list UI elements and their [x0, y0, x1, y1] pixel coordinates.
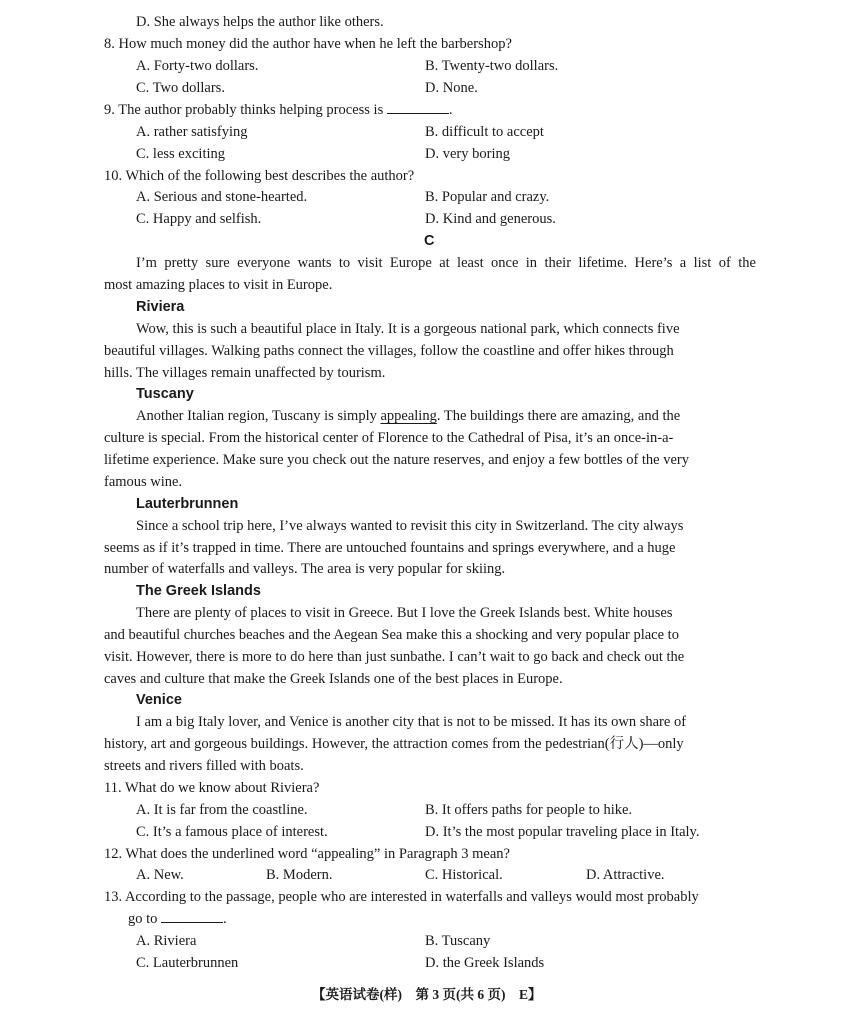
riviera-line-1: Wow, this is such a beautiful place in Italy. It is a gorgeous national park, which connects five	[136, 321, 680, 337]
greek-line-1: There are plenty of places to visit in Greece. But I love the Greek Islands best. White houses	[136, 605, 673, 621]
venice-heading: Venice	[136, 692, 182, 708]
riviera-heading: Riviera	[136, 299, 185, 315]
lauterbrunnen-heading: Lauterbrunnen	[136, 496, 239, 512]
greek-line-3: visit. However, there is more to do here than just sunbathe. I can’t wait to go back and check out the	[104, 649, 685, 665]
q13-option-d: D. the Greek Islands	[425, 955, 545, 971]
q13-stem-line-2	[128, 908, 227, 930]
q10-option-c: C. Happy and selfish.	[136, 211, 262, 227]
q10-option-b: B. Popular and crazy.	[425, 189, 550, 205]
q7-option-d: D. She always helps the author like others.	[136, 14, 384, 30]
answer-blank	[161, 908, 223, 923]
q11-stem: 11. What do we know about Riviera?	[104, 780, 320, 796]
q12-option-d: D. Attractive.	[586, 867, 665, 883]
q13-stem-text: go to	[128, 911, 158, 927]
tuscany-text: Another Italian region, Tuscany is simply	[136, 408, 377, 424]
q9-option-b: B. difficult to accept	[425, 124, 544, 140]
q13-option-a: A. Riviera	[136, 933, 197, 949]
intro-line-1: I’m pretty sure everyone wants to visit Europe at least once in their lifetime. Here’s a list of the	[136, 255, 756, 271]
q8-option-c: C. Two dollars.	[136, 80, 225, 96]
q13-stem-end: .	[223, 911, 227, 927]
lauterbrunnen-line-3: number of waterfalls and valleys. The area is very popular for skiing.	[104, 561, 506, 577]
tuscany-line-3: lifetime experience. Make sure you check out the nature reserves, and enjoy a few bottles of the very	[104, 452, 689, 468]
q10-stem: 10. Which of the following best describes the author?	[104, 168, 415, 184]
tuscany-line-4: famous wine.	[104, 474, 183, 490]
page-footer: 【英语试卷(样) 第 3 页(共 6 页) E】	[312, 987, 542, 1002]
tuscany-line-2: culture is special. From the historical center of Florence to the Cathedral of Pisa, it’s an once-in-a-	[104, 430, 674, 446]
venice-line-2: history, art and gorgeous buildings. However, the attraction comes from the pedestrian(行人)—only	[104, 736, 684, 752]
q8-stem: 8. How much money did the author have when he left the barbershop?	[104, 36, 512, 52]
riviera-line-2: beautiful villages. Walking paths connect the villages, follow the coastline and offer hikes through	[104, 343, 674, 359]
q9-option-d: D. very boring	[425, 146, 510, 162]
q13-stem-line-1: 13. According to the passage, people who are interested in waterfalls and valleys would most probably	[104, 889, 699, 905]
q9-option-c: C. less exciting	[136, 146, 226, 162]
q12-option-b: B. Modern.	[266, 867, 333, 883]
venice-line-1: I am a big Italy lover, and Venice is another city that is not to be missed. It has its own share of	[136, 714, 687, 730]
riviera-line-3: hills. The villages remain unaffected by tourism.	[104, 365, 386, 381]
q12-option-c: C. Historical.	[425, 867, 503, 883]
q10-option-a: A. Serious and stone-hearted.	[136, 189, 308, 205]
q9-option-a: A. rather satisfying	[136, 124, 248, 140]
greek-line-4: caves and culture that make the Greek Islands one of the best places in Europe.	[104, 671, 563, 687]
q8-option-d: D. None.	[425, 80, 478, 96]
q10-option-d: D. Kind and generous.	[425, 211, 556, 227]
q9-stem-end: .	[448, 102, 453, 118]
venice-line-3: streets and rivers filled with boats.	[104, 758, 304, 774]
q12-stem: 12. What does the underlined word “appealing” in Paragraph 3 mean?	[104, 846, 510, 862]
greek-heading: The Greek Islands	[136, 583, 261, 599]
greek-line-2: and beautiful churches beaches and the Aegean Sea make this a shocking and very popular place to	[104, 627, 679, 643]
q11-option-d: D. It’s the most popular traveling place in Italy.	[425, 824, 700, 840]
section-letter: C	[424, 233, 435, 249]
tuscany-text-end: . The buildings there are amazing, and the	[436, 408, 681, 424]
q13-option-c: C. Lauterbrunnen	[136, 955, 239, 971]
q12-option-a: A. New.	[136, 867, 184, 883]
intro-line-2: most amazing places to visit in Europe.	[104, 277, 333, 293]
q9-stem	[104, 99, 452, 121]
q11-option-a: A. It is far from the coastline.	[136, 802, 308, 818]
q11-option-c: C. It’s a famous place of interest.	[136, 824, 328, 840]
q13-option-b: B. Tuscany	[425, 933, 491, 949]
q8-option-b: B. Twenty-two dollars.	[425, 58, 559, 74]
underlined-word: appealing	[380, 408, 437, 424]
tuscany-heading: Tuscany	[136, 386, 194, 402]
q9-stem-text: 9. The author probably thinks helping process is	[104, 102, 384, 118]
q11-option-b: B. It offers paths for people to hike.	[425, 802, 633, 818]
tuscany-line-1	[136, 405, 680, 427]
q8-option-a: A. Forty-two dollars.	[136, 58, 259, 74]
answer-blank	[387, 99, 449, 114]
lauterbrunnen-line-1: Since a school trip here, I’ve always wanted to revisit this city in Switzerland. The city always	[136, 518, 684, 534]
lauterbrunnen-line-2: seems as if it’s trapped in time. There are untouched fountains and springs everywhere, and a huge	[104, 540, 676, 556]
